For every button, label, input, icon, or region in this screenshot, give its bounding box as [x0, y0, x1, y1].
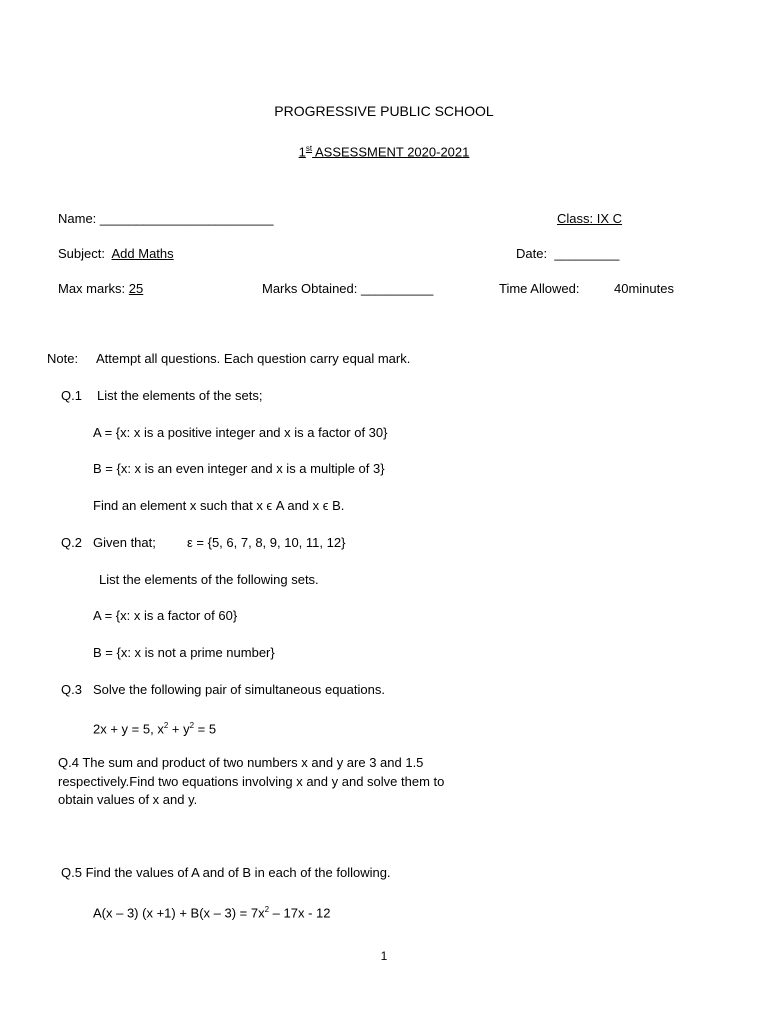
q2-number: Q.2 [61, 535, 82, 550]
q3-eq-sup1: 2 [163, 721, 169, 730]
name-label: Name: [58, 211, 97, 226]
q4-line2: respectively.Find two equations involving x and y and solve them to [58, 774, 445, 789]
q5-line1: Q.5 Find the values of A and of B in each of the following. [61, 865, 391, 880]
q3-eq-part1: 2x + y = 5, x [93, 721, 164, 737]
q1-set-b: B = {x: x is an even integer and x is a multiple of 3} [93, 461, 385, 476]
name-line: ________________________ [99, 211, 274, 226]
max-marks-value: 25 [128, 281, 144, 296]
date-label: Date: [516, 246, 548, 261]
marks-obtained-line: __________ [361, 281, 434, 296]
q2-set-a: A = {x: x is a factor of 60} [93, 608, 238, 623]
q3-prompt: Solve the following pair of simultaneous equations. [93, 682, 385, 697]
q3-eq-part3: = 5 [194, 721, 217, 737]
q2-set-b: B = {x: x is not a prime number} [93, 645, 275, 660]
q3-number: Q.3 [61, 682, 82, 697]
q4-line3: obtain values of x and y. [58, 792, 198, 807]
max-marks-label: Max marks: [58, 281, 126, 296]
name-field [58, 211, 273, 227]
q5-eq-sup1: 2 [264, 905, 270, 914]
q1-number: Q.1 [61, 388, 82, 403]
class-value: Class: IX C [557, 211, 623, 226]
q5-eq-part2: – 17x - 12 [269, 905, 331, 921]
time-allowed-label: Time Allowed: [499, 281, 580, 296]
marks-obtained-label: Marks Obtained: [262, 281, 358, 296]
q3-eq-sup2: 2 [189, 721, 195, 730]
school-name: PROGRESSIVE PUBLIC SCHOOL [274, 103, 494, 119]
q4-line1: Q.4 The sum and product of two numbers x and y are 3 and 1.5 [58, 755, 424, 770]
date-field [516, 246, 619, 262]
marks-obtained-field [262, 281, 433, 297]
q1-set-a: A = {x: x is a positive integer and x is a factor of 30} [93, 425, 388, 440]
date-line: _________ [554, 246, 620, 261]
max-marks-field [58, 281, 143, 297]
assessment-title-text: ASSESSMENT 2020-2021 [312, 144, 470, 160]
q2-universal-set: ε = {5, 6, 7, 8, 9, 10, 11, 12} [187, 535, 346, 550]
time-allowed-value: 40minutes [614, 281, 674, 296]
q1-prompt: List the elements of the sets; [97, 388, 263, 403]
note-text: Attempt all questions. Each question carry equal mark. [96, 351, 411, 366]
q5-eq-part1: A(x – 3) (x +1) + B(x – 3) = 7x [93, 905, 265, 921]
assessment-ordinal: 1 [298, 144, 306, 160]
assessment-ordinal-sup: st [305, 144, 313, 153]
q5-equation [93, 902, 330, 921]
page-number: 1 [380, 949, 388, 963]
q2-given: Given that; [93, 535, 156, 550]
subject-field [58, 246, 174, 262]
assessment-title [0, 141, 768, 160]
q1-find: Find an element x such that x ϵ A and x ϵ B. [93, 498, 345, 513]
q3-equation [93, 718, 216, 737]
subject-value: Add Maths [111, 246, 174, 261]
q3-eq-part2: + y [168, 721, 190, 737]
q2-prompt: List the elements of the following sets. [99, 572, 319, 587]
note-label: Note: [47, 351, 79, 366]
subject-label: Subject: [58, 246, 105, 261]
